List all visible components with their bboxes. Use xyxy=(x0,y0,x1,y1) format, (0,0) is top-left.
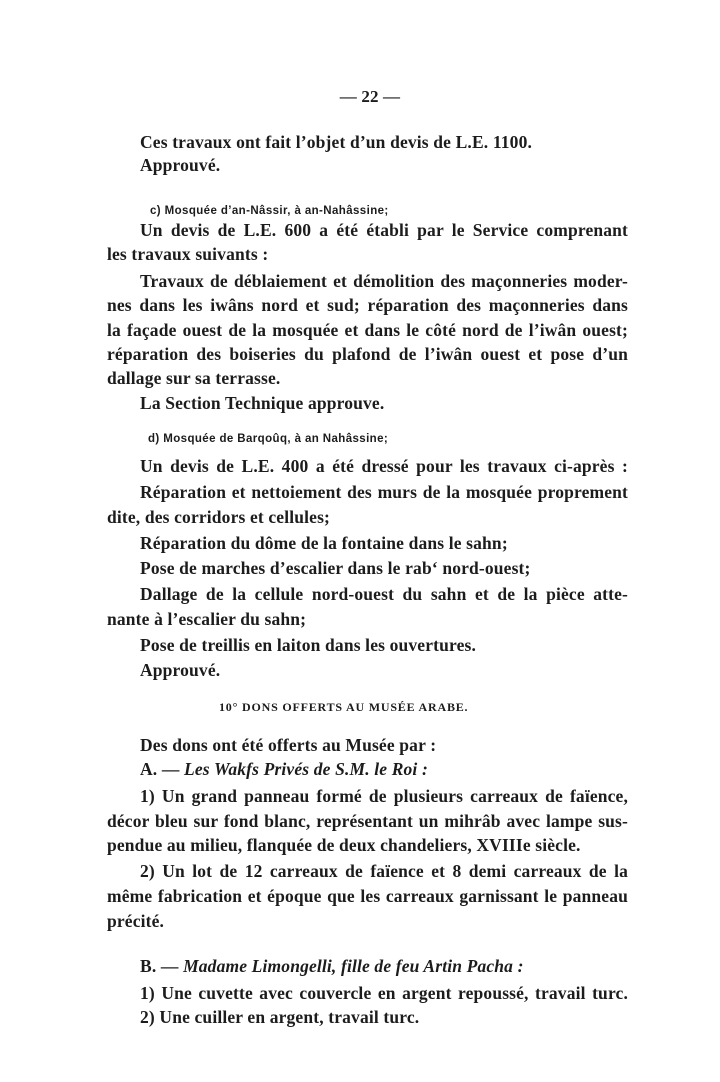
paragraph-line: nes dans les iwâns nord et sud; réparation des maçonneries dans xyxy=(107,295,628,315)
paragraph-line: 2) Une cuiller en argent, travail turc. xyxy=(140,1007,420,1027)
paragraph-line: Pose de marches d’escalier dans le rab‘ nord-ouest; xyxy=(140,558,531,578)
paragraph-line: Réparation du dôme de la fontaine dans le sahn; xyxy=(140,533,508,553)
paragraph-line: nante à l’escalier du sahn; xyxy=(107,609,307,629)
paragraph-line: même fabrication et époque que les carreaux garnissant le panneau xyxy=(107,886,628,906)
donor-b-heading xyxy=(140,955,524,977)
paragraph-line: Ces travaux ont fait l’objet d’un devis de L.E. 1100. xyxy=(140,132,532,152)
donor-a-prefix: A. — xyxy=(140,759,185,779)
paragraph-line: Approuvé. xyxy=(140,660,221,680)
paragraph-line: 1) Un grand panneau formé de plusieurs carreaux de faïence, xyxy=(140,786,628,806)
paragraph-line: Pose de treillis en laiton dans les ouvertures. xyxy=(140,635,476,655)
donor-b-prefix: B. — xyxy=(140,956,184,976)
paragraph-line: dite, des corridors et cellules; xyxy=(107,507,331,527)
paragraph-line: Réparation et nettoiement des murs de la mosquée proprement xyxy=(140,482,628,502)
section-heading-10: 10° DONS OFFERTS AU MUSÉE ARABE. xyxy=(219,700,469,714)
paragraph-line: Approuvé. xyxy=(140,155,221,175)
paragraph-line: Des dons ont été offerts au Musée par : xyxy=(140,735,437,755)
donor-b-name: Madame Limongelli, fille de feu Artin Pacha : xyxy=(183,956,524,976)
paragraph-line: 1) Une cuvette avec couvercle en argent repoussé, travail turc. xyxy=(140,983,628,1003)
paragraph-line: pendue au milieu, flanquée de deux chandeliers, XVIIIe siècle. xyxy=(107,835,581,855)
paragraph-line: Un devis de L.E. 600 a été établi par le Service comprenant xyxy=(140,220,628,240)
paragraph-line: dallage sur sa terrasse. xyxy=(107,368,281,388)
paragraph-line: réparation des boiseries du plafond de l’iwân ouest et pose d’un xyxy=(107,344,628,364)
paragraph-line: Un devis de L.E. 400 a été dressé pour les travaux ci-après : xyxy=(140,456,628,476)
paragraph-line: les travaux suivants : xyxy=(107,244,269,264)
donor-a-name: Les Wakfs Privés de S.M. le Roi : xyxy=(184,759,428,779)
paragraph-line: décor bleu sur fond blanc, représentant un mihrâb avec lampe sus- xyxy=(107,811,628,831)
paragraph-line: précité. xyxy=(107,911,165,931)
paragraph-line: La Section Technique approuve. xyxy=(140,393,385,413)
paragraph-line: Travaux de déblaiement et démolition des maçonneries moder- xyxy=(140,271,628,291)
section-heading-d: d) Mosquée de Barqoûq, à an Nahâssine; xyxy=(148,433,389,445)
paragraph-line: la façade ouest de la mosquée et dans le côté nord de l’iwân ouest; xyxy=(107,320,628,340)
paragraph-line: Dallage de la cellule nord-ouest du sahn et de la pièce atte- xyxy=(140,584,628,604)
section-heading-c: c) Mosquée d’an-Nâssir, à an-Nahâssine; xyxy=(150,205,389,217)
page-number: — 22 — xyxy=(339,87,401,106)
donor-a-heading xyxy=(140,758,428,780)
paragraph-line: 2) Un lot de 12 carreaux de faïence et 8 demi carreaux de la xyxy=(140,861,628,881)
